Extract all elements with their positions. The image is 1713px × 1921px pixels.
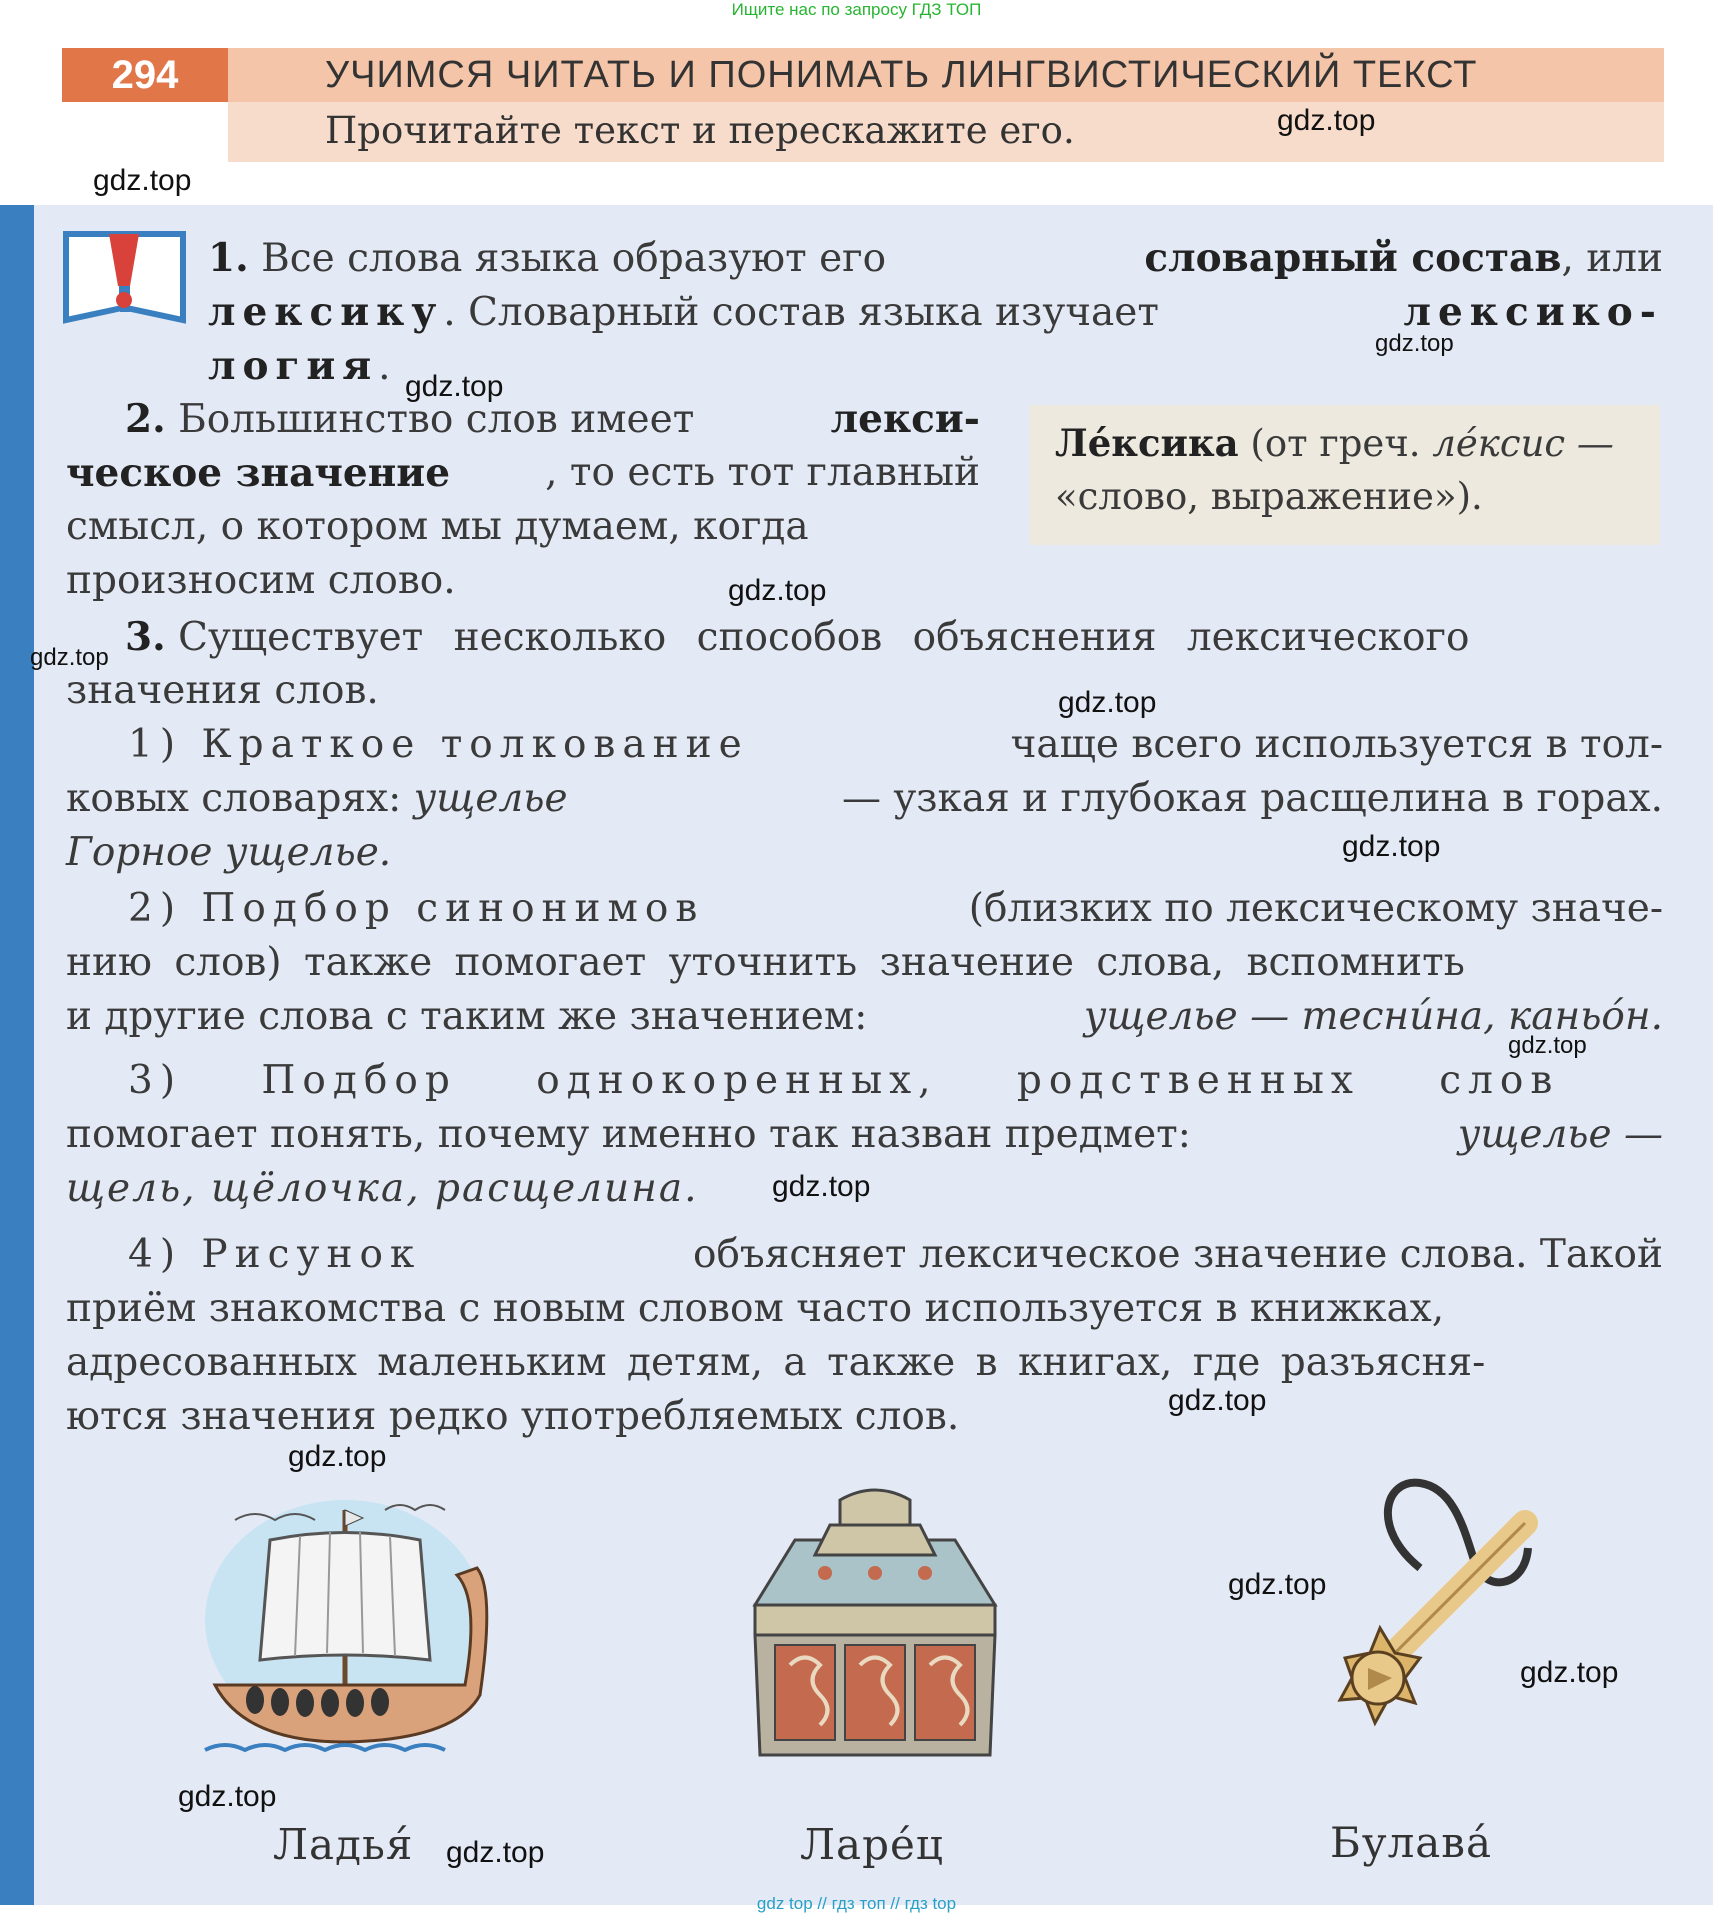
m3-line3: щель, щёлочка, расщелина. — [66, 1166, 699, 1211]
watermark: gdz.top — [1168, 1384, 1267, 1417]
watermark: gdz.top — [30, 644, 109, 671]
m2-line1: 2) Подбор синонимов (близких по лексическому значе- — [128, 886, 1663, 931]
watermark: gdz.top — [1520, 1656, 1619, 1689]
definition-line1: Ле́ксика (от греч. ле́ксис — — [1055, 421, 1614, 465]
exclamation-book-icon — [62, 228, 187, 328]
m1-line3: Горное ущелье. — [66, 830, 392, 875]
p2-line2: ческое значение , то есть тот главный — [66, 450, 980, 496]
page-number: 294 — [62, 48, 228, 102]
m1-line1: 1) Краткое толкование чаще всего используется в тол- — [128, 722, 1663, 767]
bottom-links[interactable]: gdz top // гдз топ // гдз top — [756, 1894, 957, 1913]
m4-line1: 4) Рисунок объясняет лексическое значение слова. Такой — [128, 1232, 1663, 1277]
p1-line1: 1. Все слова языка образуют его словарный состав, или — [208, 235, 1663, 281]
m3-line1: 3) Подбор однокоренных, родственных слов — [128, 1058, 1560, 1103]
p2-line3: смысл, о котором мы думаем, когда — [66, 504, 809, 549]
m1-line2: ковых словарях: ущелье — узкая и глубокая расщелина в горах. — [66, 776, 1663, 821]
boat-illustration — [195, 1480, 495, 1790]
watermark: gdz.top — [1508, 1032, 1587, 1059]
instruction-text: Прочитайте текст и перескажите его. — [325, 109, 1075, 152]
section-title: УЧИМСЯ ЧИТАТЬ И ПОНИМАТЬ ЛИНГВИСТИЧЕСКИЙ ТЕКСТ — [325, 54, 1478, 96]
watermark: gdz.top — [178, 1780, 277, 1813]
watermark: gdz.top — [1228, 1568, 1327, 1601]
m4-line3: адресованных маленьким детям, а также в книгах, где разъясня- — [66, 1340, 1486, 1385]
watermark: gdz.top — [1375, 330, 1454, 357]
watermark: gdz.top — [772, 1170, 871, 1203]
definition-line2: «слово, выражение»). — [1055, 475, 1483, 518]
m4-line2: приём знакомства с новым словом часто используется в книжках, — [66, 1286, 1445, 1331]
mace-illustration — [1270, 1478, 1570, 1778]
p1-line2: лексику. Словарный состав языка изучает лексико- — [208, 289, 1663, 335]
boat-caption: Ладья́ — [273, 1820, 414, 1869]
mace-caption: Булава́ — [1330, 1818, 1492, 1867]
watermark: gdz.top — [1342, 830, 1441, 863]
p2-line4: произносим слово. — [66, 558, 456, 603]
watermark: gdz.top — [728, 574, 827, 607]
casket-caption: Ларе́ц — [800, 1820, 944, 1869]
m3-line2: помогает понять, почему именно так назван предмет: ущелье — — [66, 1112, 1663, 1157]
panel-stripe — [0, 205, 34, 1905]
watermark: gdz.top — [1058, 686, 1157, 719]
watermark: gdz.top — [93, 164, 192, 197]
watermark: gdz.top — [446, 1836, 545, 1869]
p1-line3: логия. — [208, 343, 391, 389]
m2-line3: и другие слова с таким же значением: ущелье — тесни́на, каньо́н. — [66, 994, 1663, 1039]
top-search-hint[interactable]: Ищите нас по запросу ГДЗ ТОП — [731, 0, 982, 19]
casket-illustration — [735, 1485, 1015, 1785]
p3-line2: значения слов. — [66, 668, 379, 713]
m4-line4: ются значения редко употребляемых слов. — [66, 1394, 960, 1439]
p2-line1: 2. Большинство слов имеет лекси- — [125, 396, 980, 442]
watermark: gdz.top — [288, 1440, 387, 1473]
m2-line2: нию слов) также помогает уточнить значение слова, вспомнить — [66, 940, 1465, 985]
watermark: gdz.top — [1277, 104, 1376, 137]
p3-line1: 3. Существует несколько способов объяснения лексического — [125, 614, 1470, 660]
watermark: gdz.top — [405, 370, 504, 403]
